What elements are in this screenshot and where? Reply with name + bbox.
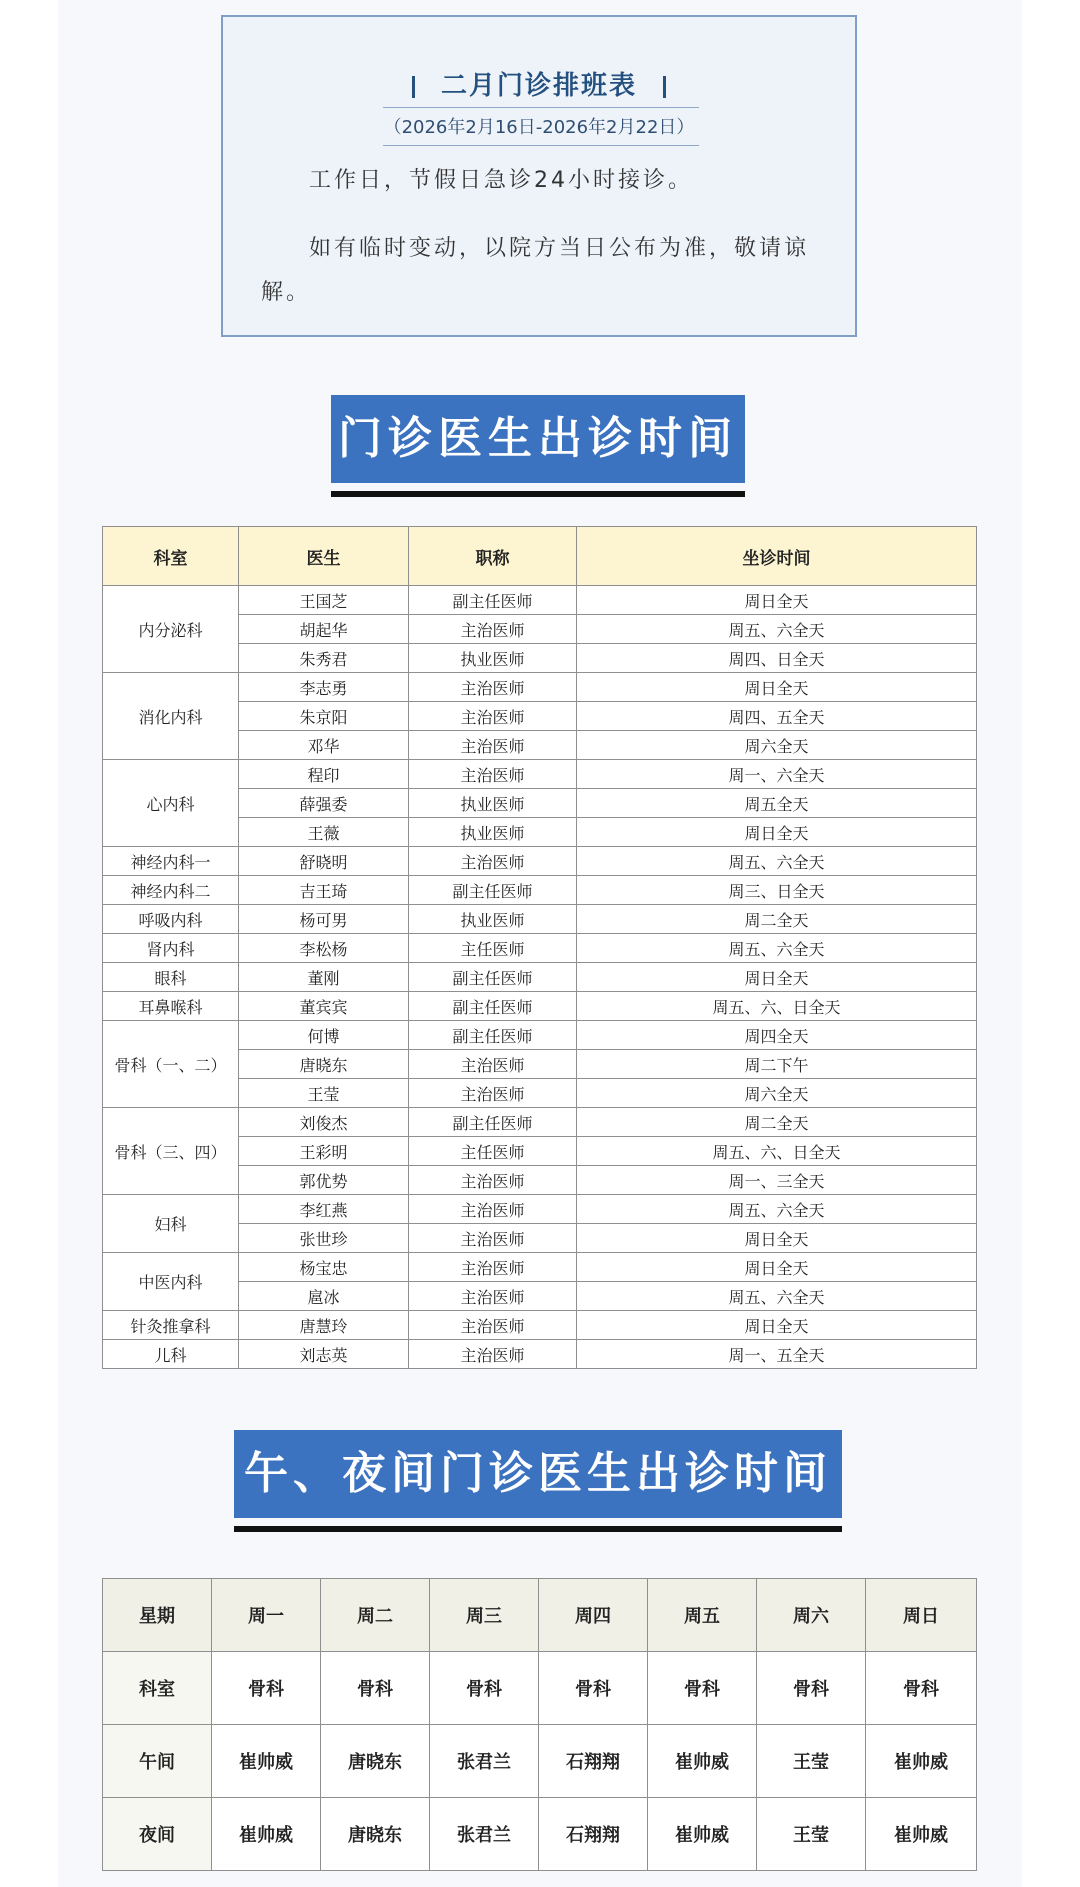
doctor-cell: 唐慧玲 xyxy=(239,1311,409,1340)
title-cell: 主任医师 xyxy=(409,1137,577,1166)
table-row xyxy=(103,992,977,1021)
row-header-cell: 星期 xyxy=(103,1579,212,1652)
divider xyxy=(383,145,699,146)
doctor-cell: 王国芝 xyxy=(239,586,409,615)
title-cell: 主治医师 xyxy=(409,1166,577,1195)
doctor-cell: 唐晓东 xyxy=(239,1050,409,1079)
title-cell: 主治医师 xyxy=(409,1311,577,1340)
table-cell: 石翔翔 xyxy=(539,1725,648,1798)
time-cell: 周五、六全天 xyxy=(577,1282,977,1311)
time-cell: 周四、日全天 xyxy=(577,644,977,673)
time-cell: 周二全天 xyxy=(577,905,977,934)
table-row xyxy=(103,1311,977,1340)
page xyxy=(58,0,1022,1887)
doctor-cell: 李志勇 xyxy=(239,673,409,702)
table-row xyxy=(103,1725,977,1798)
time-cell: 周日全天 xyxy=(577,1311,977,1340)
day-header-cell: 周四 xyxy=(539,1579,648,1652)
title-cell: 主治医师 xyxy=(409,1195,577,1224)
notice-dates: （2026年2月16日-2026年2月22日） xyxy=(383,117,695,138)
day-header-cell: 周六 xyxy=(757,1579,866,1652)
department-cell: 眼科 xyxy=(103,963,239,992)
title-cell: 副主任医师 xyxy=(409,992,577,1021)
table-cell: 张君兰 xyxy=(430,1798,539,1871)
title-cell: 主治医师 xyxy=(409,673,577,702)
table-cell: 张君兰 xyxy=(430,1725,539,1798)
department-cell: 儿科 xyxy=(103,1340,239,1369)
doctor-cell: 刘俊杰 xyxy=(239,1108,409,1137)
column-header: 科室 xyxy=(103,527,239,586)
time-cell: 周五、六全天 xyxy=(577,934,977,963)
table-row xyxy=(103,1195,977,1224)
title-cell: 主治医师 xyxy=(409,1224,577,1253)
doctor-cell: 董刚 xyxy=(239,963,409,992)
title-cell: 主治医师 xyxy=(409,760,577,789)
table-cell: 唐晓东 xyxy=(321,1798,430,1871)
doctor-cell: 何博 xyxy=(239,1021,409,1050)
doctor-cell: 朱京阳 xyxy=(239,702,409,731)
department-cell: 内分泌科 xyxy=(103,586,239,673)
table-row xyxy=(103,1579,977,1652)
time-cell: 周五、六全天 xyxy=(577,615,977,644)
table-row xyxy=(103,673,977,702)
doctor-cell: 董宾宾 xyxy=(239,992,409,1021)
table-cell: 王莹 xyxy=(757,1725,866,1798)
title-cell: 主治医师 xyxy=(409,702,577,731)
table-header-row xyxy=(103,527,977,586)
doctor-cell: 刘志英 xyxy=(239,1340,409,1369)
column-header: 医生 xyxy=(239,527,409,586)
title-cell: 主治医师 xyxy=(409,1253,577,1282)
doctor-cell: 程印 xyxy=(239,760,409,789)
doctor-cell: 李松杨 xyxy=(239,934,409,963)
doctor-cell: 薛强委 xyxy=(239,789,409,818)
department-cell: 针灸推拿科 xyxy=(103,1311,239,1340)
time-cell: 周四全天 xyxy=(577,1021,977,1050)
doctor-cell: 王薇 xyxy=(239,818,409,847)
notice-title xyxy=(223,65,855,102)
notice-line-2: 如有临时变动，以院方当日公布为准，敬请谅解。 xyxy=(261,236,810,305)
doctor-cell: 王彩明 xyxy=(239,1137,409,1166)
department-cell: 中医内科 xyxy=(103,1253,239,1311)
day-header-cell: 周二 xyxy=(321,1579,430,1652)
day-header-cell: 周日 xyxy=(866,1579,977,1652)
table-row xyxy=(103,760,977,789)
section-title-outpatient: 门诊医生出诊时间 xyxy=(331,395,745,483)
title-bar-right xyxy=(663,76,666,98)
table-cell: 唐晓东 xyxy=(321,1725,430,1798)
time-cell: 周二全天 xyxy=(577,1108,977,1137)
time-cell: 周日全天 xyxy=(577,586,977,615)
table-cell: 王莹 xyxy=(757,1798,866,1871)
doctor-cell: 扈冰 xyxy=(239,1282,409,1311)
title-cell: 副主任医师 xyxy=(409,586,577,615)
table-cell: 崔帅威 xyxy=(212,1798,321,1871)
department-cell: 神经内科二 xyxy=(103,876,239,905)
time-cell: 周一、六全天 xyxy=(577,760,977,789)
table-cell: 崔帅威 xyxy=(212,1725,321,1798)
title-cell: 副主任医师 xyxy=(409,876,577,905)
time-cell: 周日全天 xyxy=(577,963,977,992)
notice-line-1: 工作日，节假日急诊24小时接诊。 xyxy=(309,168,693,193)
table-cell: 崔帅威 xyxy=(648,1725,757,1798)
table-row xyxy=(103,1021,977,1050)
table-cell: 崔帅威 xyxy=(866,1798,977,1871)
table-row xyxy=(103,1652,977,1725)
department-cell: 心内科 xyxy=(103,760,239,847)
day-header-cell: 周一 xyxy=(212,1579,321,1652)
time-cell: 周五、六全天 xyxy=(577,847,977,876)
title-cell: 执业医师 xyxy=(409,818,577,847)
day-header-cell: 周三 xyxy=(430,1579,539,1652)
table-cell: 崔帅威 xyxy=(648,1798,757,1871)
title-cell: 主治医师 xyxy=(409,731,577,760)
table-row xyxy=(103,586,977,615)
notice-box xyxy=(221,15,857,337)
table-cell: 石翔翔 xyxy=(539,1798,648,1871)
time-cell: 周五、六、日全天 xyxy=(577,1137,977,1166)
title-cell: 执业医师 xyxy=(409,905,577,934)
table-row xyxy=(103,934,977,963)
time-cell: 周一、三全天 xyxy=(577,1166,977,1195)
doctor-cell: 吉王琦 xyxy=(239,876,409,905)
table-cell: 骨科 xyxy=(212,1652,321,1725)
column-header: 职称 xyxy=(409,527,577,586)
divider xyxy=(383,107,699,108)
table-cell: 骨科 xyxy=(539,1652,648,1725)
time-cell: 周日全天 xyxy=(577,818,977,847)
title-bar-left xyxy=(412,76,415,98)
doctor-cell: 邓华 xyxy=(239,731,409,760)
doctor-cell: 李红燕 xyxy=(239,1195,409,1224)
table-row xyxy=(103,1798,977,1871)
department-cell: 骨科（一、二） xyxy=(103,1021,239,1108)
title-cell: 执业医师 xyxy=(409,789,577,818)
row-header-cell: 科室 xyxy=(103,1652,212,1725)
doctor-cell: 胡起华 xyxy=(239,615,409,644)
doctor-cell: 朱秀君 xyxy=(239,644,409,673)
time-cell: 周五全天 xyxy=(577,789,977,818)
title-cell: 主任医师 xyxy=(409,934,577,963)
table-cell: 骨科 xyxy=(866,1652,977,1725)
title-cell: 主治医师 xyxy=(409,615,577,644)
title-cell: 主治医师 xyxy=(409,1340,577,1369)
title-cell: 主治医师 xyxy=(409,1282,577,1311)
department-cell: 妇科 xyxy=(103,1195,239,1253)
time-cell: 周四、五全天 xyxy=(577,702,977,731)
table-cell: 崔帅威 xyxy=(866,1725,977,1798)
time-cell: 周五、六全天 xyxy=(577,1195,977,1224)
title-cell: 主治医师 xyxy=(409,1050,577,1079)
doctor-cell: 杨宝忠 xyxy=(239,1253,409,1282)
row-header-cell: 夜间 xyxy=(103,1798,212,1871)
department-cell: 骨科（三、四） xyxy=(103,1108,239,1195)
doctor-cell: 张世珍 xyxy=(239,1224,409,1253)
table-row xyxy=(103,847,977,876)
table-cell: 骨科 xyxy=(648,1652,757,1725)
table-row xyxy=(103,876,977,905)
time-cell: 周五、六、日全天 xyxy=(577,992,977,1021)
night-schedule-table xyxy=(102,1578,977,1871)
notice-title-text: 二月门诊排班表 xyxy=(440,71,637,101)
time-cell: 周日全天 xyxy=(577,1224,977,1253)
doctor-cell: 王莹 xyxy=(239,1079,409,1108)
department-cell: 神经内科一 xyxy=(103,847,239,876)
table-row xyxy=(103,1108,977,1137)
table-cell: 骨科 xyxy=(757,1652,866,1725)
day-header-cell: 周五 xyxy=(648,1579,757,1652)
department-cell: 呼吸内科 xyxy=(103,905,239,934)
title-cell: 主治医师 xyxy=(409,1079,577,1108)
department-cell: 消化内科 xyxy=(103,673,239,760)
title-cell: 副主任医师 xyxy=(409,1021,577,1050)
table-cell: 骨科 xyxy=(430,1652,539,1725)
table-row xyxy=(103,963,977,992)
section-underline xyxy=(234,1526,842,1532)
title-cell: 副主任医师 xyxy=(409,1108,577,1137)
doctor-cell: 舒晓明 xyxy=(239,847,409,876)
title-cell: 执业医师 xyxy=(409,644,577,673)
row-header-cell: 午间 xyxy=(103,1725,212,1798)
schedule-table xyxy=(102,526,977,1369)
time-cell: 周六全天 xyxy=(577,1079,977,1108)
time-cell: 周日全天 xyxy=(577,1253,977,1282)
title-cell: 主治医师 xyxy=(409,847,577,876)
time-cell: 周一、五全天 xyxy=(577,1340,977,1369)
department-cell: 耳鼻喉科 xyxy=(103,992,239,1021)
time-cell: 周二下午 xyxy=(577,1050,977,1079)
table-cell: 骨科 xyxy=(321,1652,430,1725)
time-cell: 周三、日全天 xyxy=(577,876,977,905)
table-row xyxy=(103,1340,977,1369)
section-title-night: 午、夜间门诊医生出诊时间 xyxy=(234,1430,842,1518)
time-cell: 周六全天 xyxy=(577,731,977,760)
table-row xyxy=(103,905,977,934)
doctor-cell: 郭优势 xyxy=(239,1166,409,1195)
time-cell: 周日全天 xyxy=(577,673,977,702)
department-cell: 肾内科 xyxy=(103,934,239,963)
title-cell: 副主任医师 xyxy=(409,963,577,992)
table-row xyxy=(103,1253,977,1282)
section-underline xyxy=(331,491,745,497)
column-header: 坐诊时间 xyxy=(577,527,977,586)
doctor-cell: 杨可男 xyxy=(239,905,409,934)
